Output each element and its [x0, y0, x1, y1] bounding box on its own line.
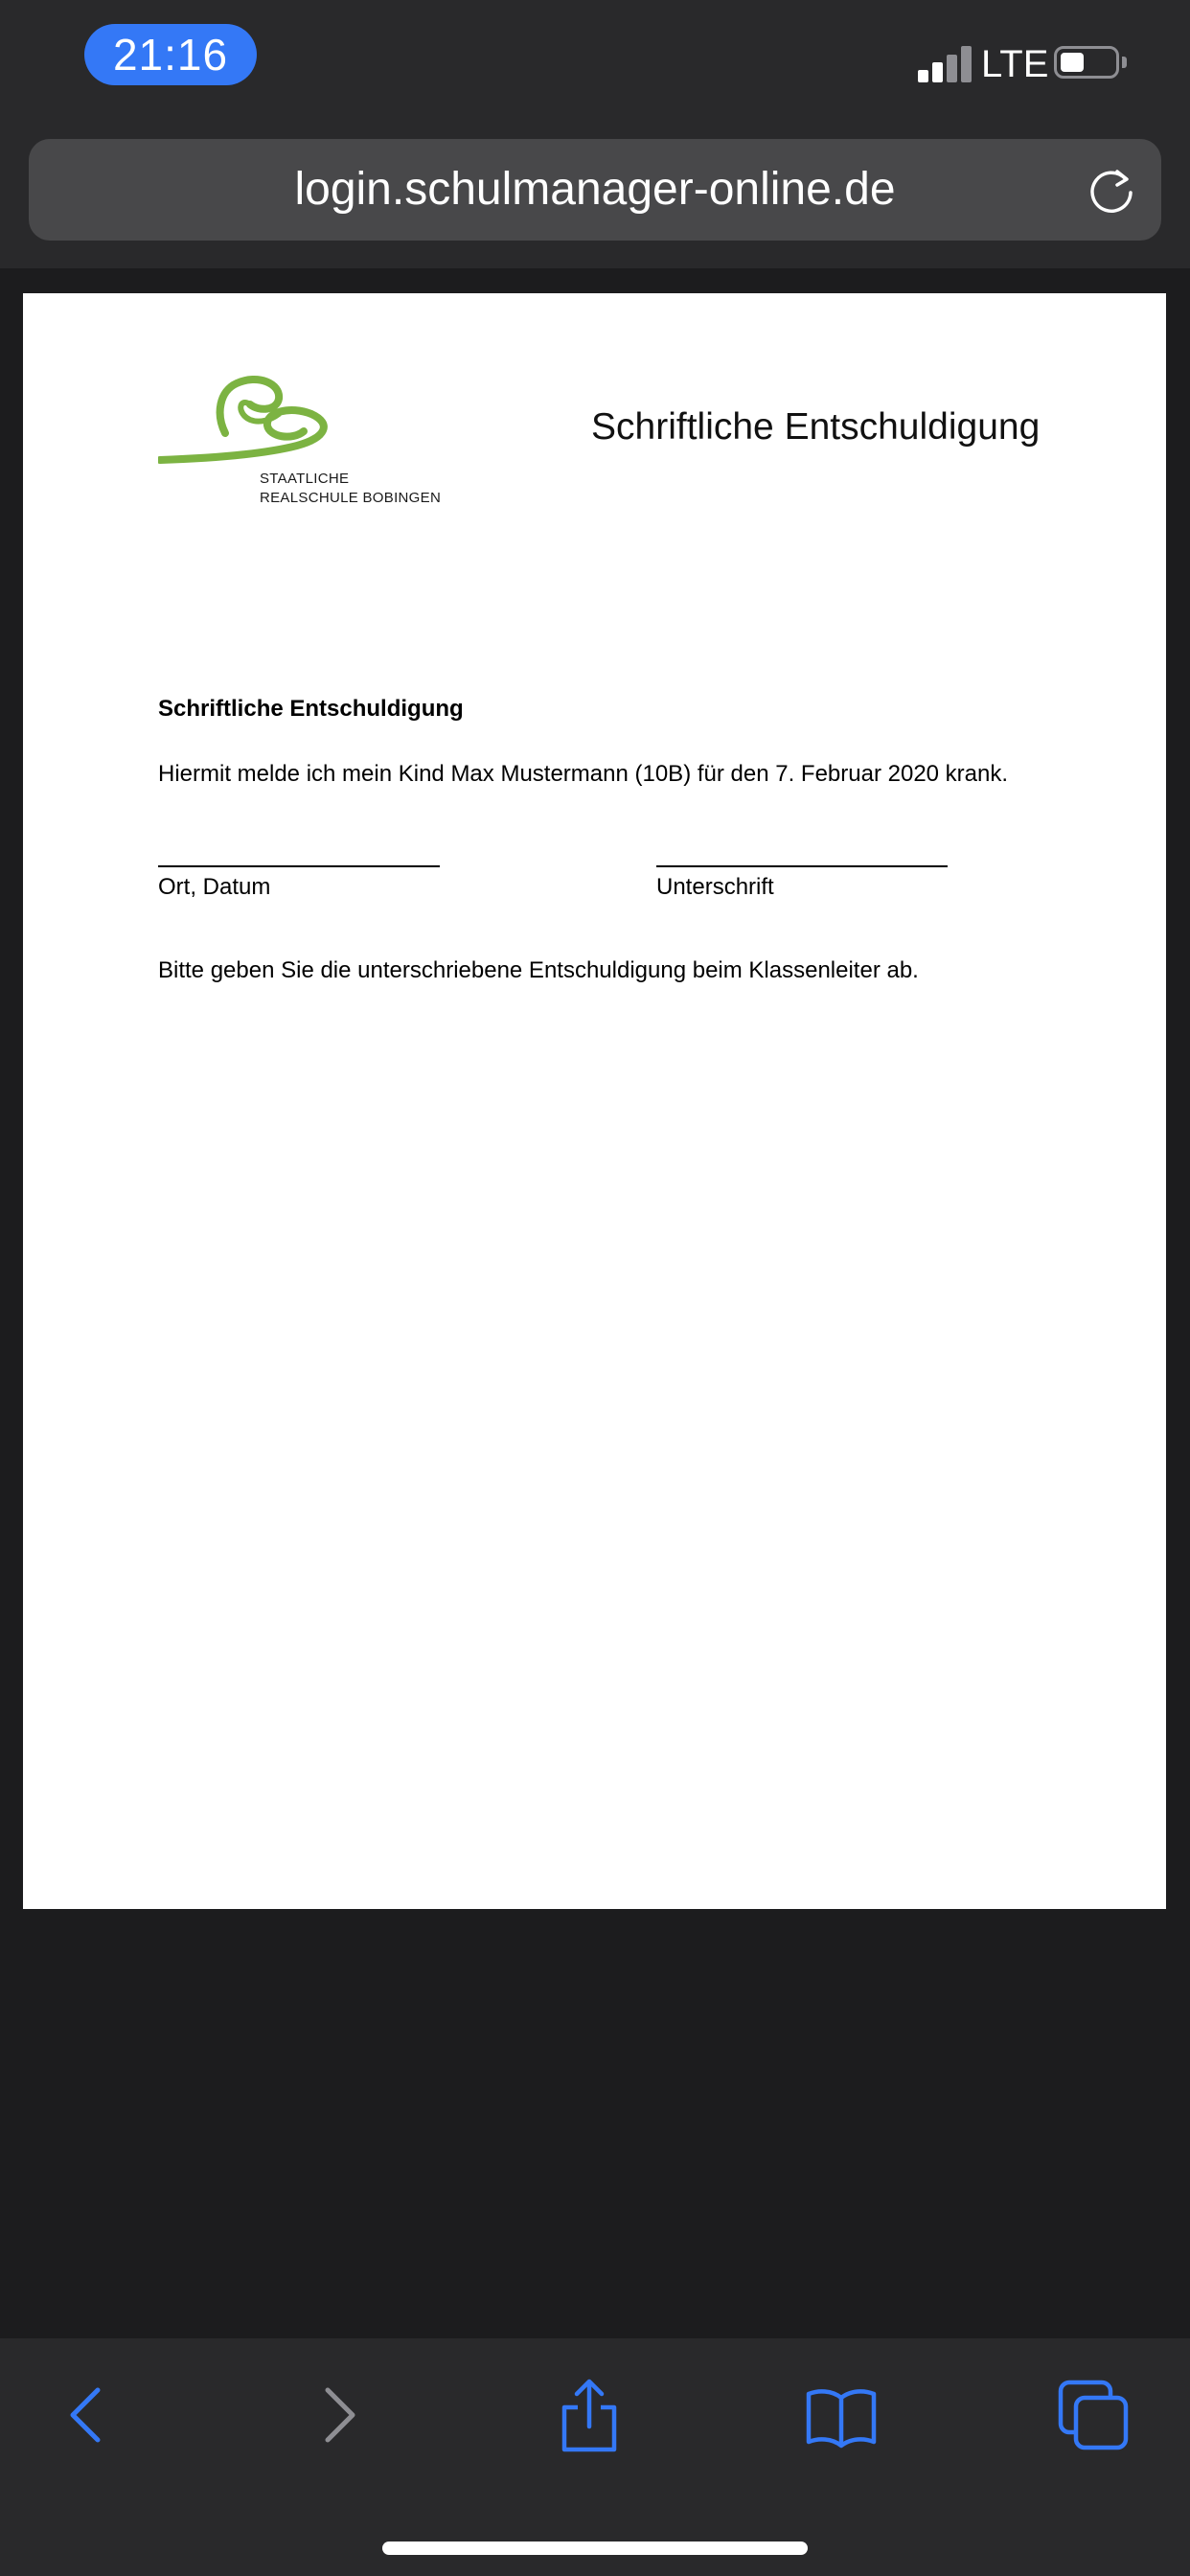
- status-time: 21:16: [84, 24, 257, 85]
- bookmarks-button[interactable]: [803, 2377, 880, 2453]
- address-bar[interactable]: [29, 139, 1161, 241]
- document-title: Schriftliche Entschuldigung: [591, 406, 1041, 448]
- document-body: Hiermit melde ich mein Kind Max Mustermann (10B) für den 7. Februar 2020 krank.: [158, 761, 1009, 787]
- logo-line-1: STAATLICHE: [260, 471, 350, 487]
- back-button[interactable]: [50, 2377, 126, 2453]
- document-footer: Bitte geben Sie die unterschriebene Entschuldigung beim Klassenleiter ab.: [158, 957, 919, 983]
- place-date-line: [158, 865, 440, 867]
- address-text[interactable]: login.schulmanager-online.de: [294, 164, 896, 215]
- tabs-button[interactable]: [1055, 2377, 1132, 2453]
- browser-toolbar: [0, 2338, 1190, 2576]
- forward-button[interactable]: [299, 2377, 376, 2453]
- share-button[interactable]: [551, 2377, 628, 2453]
- browser-address-area: [0, 125, 1190, 268]
- document-heading: Schriftliche Entschuldigung: [158, 696, 464, 722]
- school-logo-text: [260, 470, 441, 508]
- document-page: [23, 293, 1166, 1909]
- signature-line: [656, 865, 948, 867]
- logo-line-2: REALSCHULE BOBINGEN: [260, 490, 442, 506]
- tabs-icon[interactable]: [1055, 2377, 1132, 2453]
- reload-icon[interactable]: [1087, 166, 1136, 216]
- cellular-signal-icon: [918, 46, 972, 82]
- home-indicator[interactable]: [382, 2542, 808, 2555]
- share-icon[interactable]: [551, 2377, 628, 2453]
- status-bar: [0, 0, 1190, 125]
- battery-tip: [1122, 57, 1127, 68]
- battery-icon: [1054, 46, 1119, 79]
- place-date-label: Ort, Datum: [158, 874, 271, 900]
- signature-label: Unterschrift: [656, 874, 774, 900]
- chevron-right-icon[interactable]: [299, 2377, 376, 2453]
- book-icon[interactable]: [803, 2377, 880, 2453]
- network-type: LTE: [981, 43, 1049, 85]
- chevron-left-icon[interactable]: [50, 2377, 126, 2453]
